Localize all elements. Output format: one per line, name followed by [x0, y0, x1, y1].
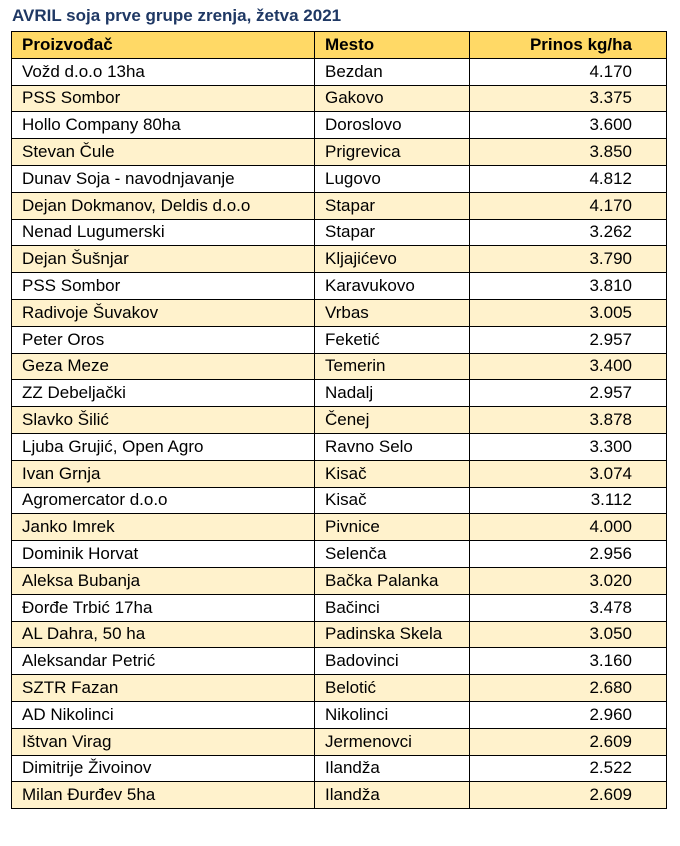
cell-yield: 2.960 [470, 701, 667, 728]
cell-place: Kljajićevo [315, 246, 470, 273]
cell-yield: 2.680 [470, 675, 667, 702]
cell-producer: Aleksandar Petrić [12, 648, 315, 675]
cell-yield: 3.850 [470, 139, 667, 166]
cell-yield: 3.375 [470, 85, 667, 112]
cell-place: Selenča [315, 541, 470, 568]
cell-yield: 2.609 [470, 782, 667, 809]
cell-yield: 4.170 [470, 192, 667, 219]
cell-place: Padinska Skela [315, 621, 470, 648]
cell-yield: 3.020 [470, 567, 667, 594]
cell-place: Feketić [315, 326, 470, 353]
cell-yield: 3.050 [470, 621, 667, 648]
cell-yield: 3.300 [470, 433, 667, 460]
table-row [12, 433, 667, 460]
cell-place: Bačka Palanka [315, 567, 470, 594]
cell-yield: 3.262 [470, 219, 667, 246]
cell-yield: 2.956 [470, 541, 667, 568]
cell-producer: AL Dahra, 50 ha [12, 621, 315, 648]
cell-yield: 3.810 [470, 273, 667, 300]
cell-yield: 4.812 [470, 165, 667, 192]
cell-producer: Đorđe Trbić 17ha [12, 594, 315, 621]
table-row [12, 407, 667, 434]
cell-yield: 3.074 [470, 460, 667, 487]
table-row [12, 487, 667, 514]
table-row [12, 755, 667, 782]
column-header-yield: Prinos kg/ha [470, 32, 667, 59]
table-row [12, 299, 667, 326]
table-row [12, 648, 667, 675]
cell-producer: Hollo Company 80ha [12, 112, 315, 139]
cell-producer: PSS Sombor [12, 85, 315, 112]
table-row [12, 326, 667, 353]
cell-yield: 3.112 [470, 487, 667, 514]
cell-place: Badovinci [315, 648, 470, 675]
table-row [12, 514, 667, 541]
cell-place: Stapar [315, 219, 470, 246]
cell-producer: Geza Meze [12, 353, 315, 380]
cell-producer: SZTR Fazan [12, 675, 315, 702]
cell-yield: 3.878 [470, 407, 667, 434]
column-header-place: Mesto [315, 32, 470, 59]
cell-place: Bezdan [315, 58, 470, 85]
cell-place: Ravno Selo [315, 433, 470, 460]
cell-place: Ilandža [315, 755, 470, 782]
cell-place: Belotić [315, 675, 470, 702]
cell-place: Stapar [315, 192, 470, 219]
cell-producer: AD Nikolinci [12, 701, 315, 728]
cell-place: Karavukovo [315, 273, 470, 300]
table-row [12, 380, 667, 407]
table-row [12, 219, 667, 246]
cell-producer: Dejan Šušnjar [12, 246, 315, 273]
cell-producer: Radivoje Šuvakov [12, 299, 315, 326]
cell-place: Temerin [315, 353, 470, 380]
cell-producer: Ivan Grnja [12, 460, 315, 487]
cell-producer: Nenad Lugumerski [12, 219, 315, 246]
table-row [12, 782, 667, 809]
table-row [12, 541, 667, 568]
cell-place: Čenej [315, 407, 470, 434]
table-row [12, 353, 667, 380]
cell-yield: 4.000 [470, 514, 667, 541]
table-row [12, 701, 667, 728]
table-row [12, 621, 667, 648]
cell-producer: Dejan Dokmanov, Deldis d.o.o [12, 192, 315, 219]
cell-place: Pivnice [315, 514, 470, 541]
cell-producer: Slavko Šilić [12, 407, 315, 434]
table-header-row [12, 32, 667, 59]
cell-producer: Stevan Čule [12, 139, 315, 166]
cell-producer: Milan Đurđev 5ha [12, 782, 315, 809]
cell-producer: Janko Imrek [12, 514, 315, 541]
cell-producer: PSS Sombor [12, 273, 315, 300]
yield-table [11, 31, 667, 809]
table-row [12, 246, 667, 273]
table-row [12, 728, 667, 755]
cell-yield: 2.609 [470, 728, 667, 755]
cell-yield: 2.522 [470, 755, 667, 782]
cell-producer: Agromercator d.o.o [12, 487, 315, 514]
cell-producer: Aleksa Bubanja [12, 567, 315, 594]
table-row [12, 165, 667, 192]
cell-place: Vrbas [315, 299, 470, 326]
table-row [12, 58, 667, 85]
cell-producer: Peter Oros [12, 326, 315, 353]
cell-place: Nikolinci [315, 701, 470, 728]
table-row [12, 594, 667, 621]
cell-place: Nadalj [315, 380, 470, 407]
table-row [12, 675, 667, 702]
cell-yield: 3.160 [470, 648, 667, 675]
cell-producer: Vožd d.o.o 13ha [12, 58, 315, 85]
cell-place: Gakovo [315, 85, 470, 112]
cell-yield: 3.600 [470, 112, 667, 139]
table-row [12, 273, 667, 300]
cell-place: Lugovo [315, 165, 470, 192]
cell-yield: 3.400 [470, 353, 667, 380]
column-header-producer: Proizvođač [12, 32, 315, 59]
cell-yield: 2.957 [470, 326, 667, 353]
cell-yield: 4.170 [470, 58, 667, 85]
cell-place: Bačinci [315, 594, 470, 621]
cell-yield: 3.478 [470, 594, 667, 621]
cell-yield: 3.005 [470, 299, 667, 326]
cell-place: Jermenovci [315, 728, 470, 755]
cell-place: Kisač [315, 460, 470, 487]
cell-place: Kisač [315, 487, 470, 514]
table-title: AVRIL soja prve grupe zrenja, žetva 2021 [12, 6, 342, 25]
cell-producer: Ljuba Grujić, Open Agro [12, 433, 315, 460]
cell-yield: 3.790 [470, 246, 667, 273]
table-row [12, 192, 667, 219]
table-body [12, 58, 667, 808]
cell-producer: Dominik Horvat [12, 541, 315, 568]
cell-yield: 2.957 [470, 380, 667, 407]
cell-producer: Dimitrije Živoinov [12, 755, 315, 782]
cell-place: Doroslovo [315, 112, 470, 139]
table-row [12, 112, 667, 139]
cell-producer: ZZ Debeljački [12, 380, 315, 407]
cell-place: Ilandža [315, 782, 470, 809]
table-row [12, 460, 667, 487]
table-row [12, 567, 667, 594]
cell-producer: Dunav Soja - navodnjavanje [12, 165, 315, 192]
table-row [12, 139, 667, 166]
table-row [12, 85, 667, 112]
cell-producer: Ištvan Virag [12, 728, 315, 755]
cell-place: Prigrevica [315, 139, 470, 166]
